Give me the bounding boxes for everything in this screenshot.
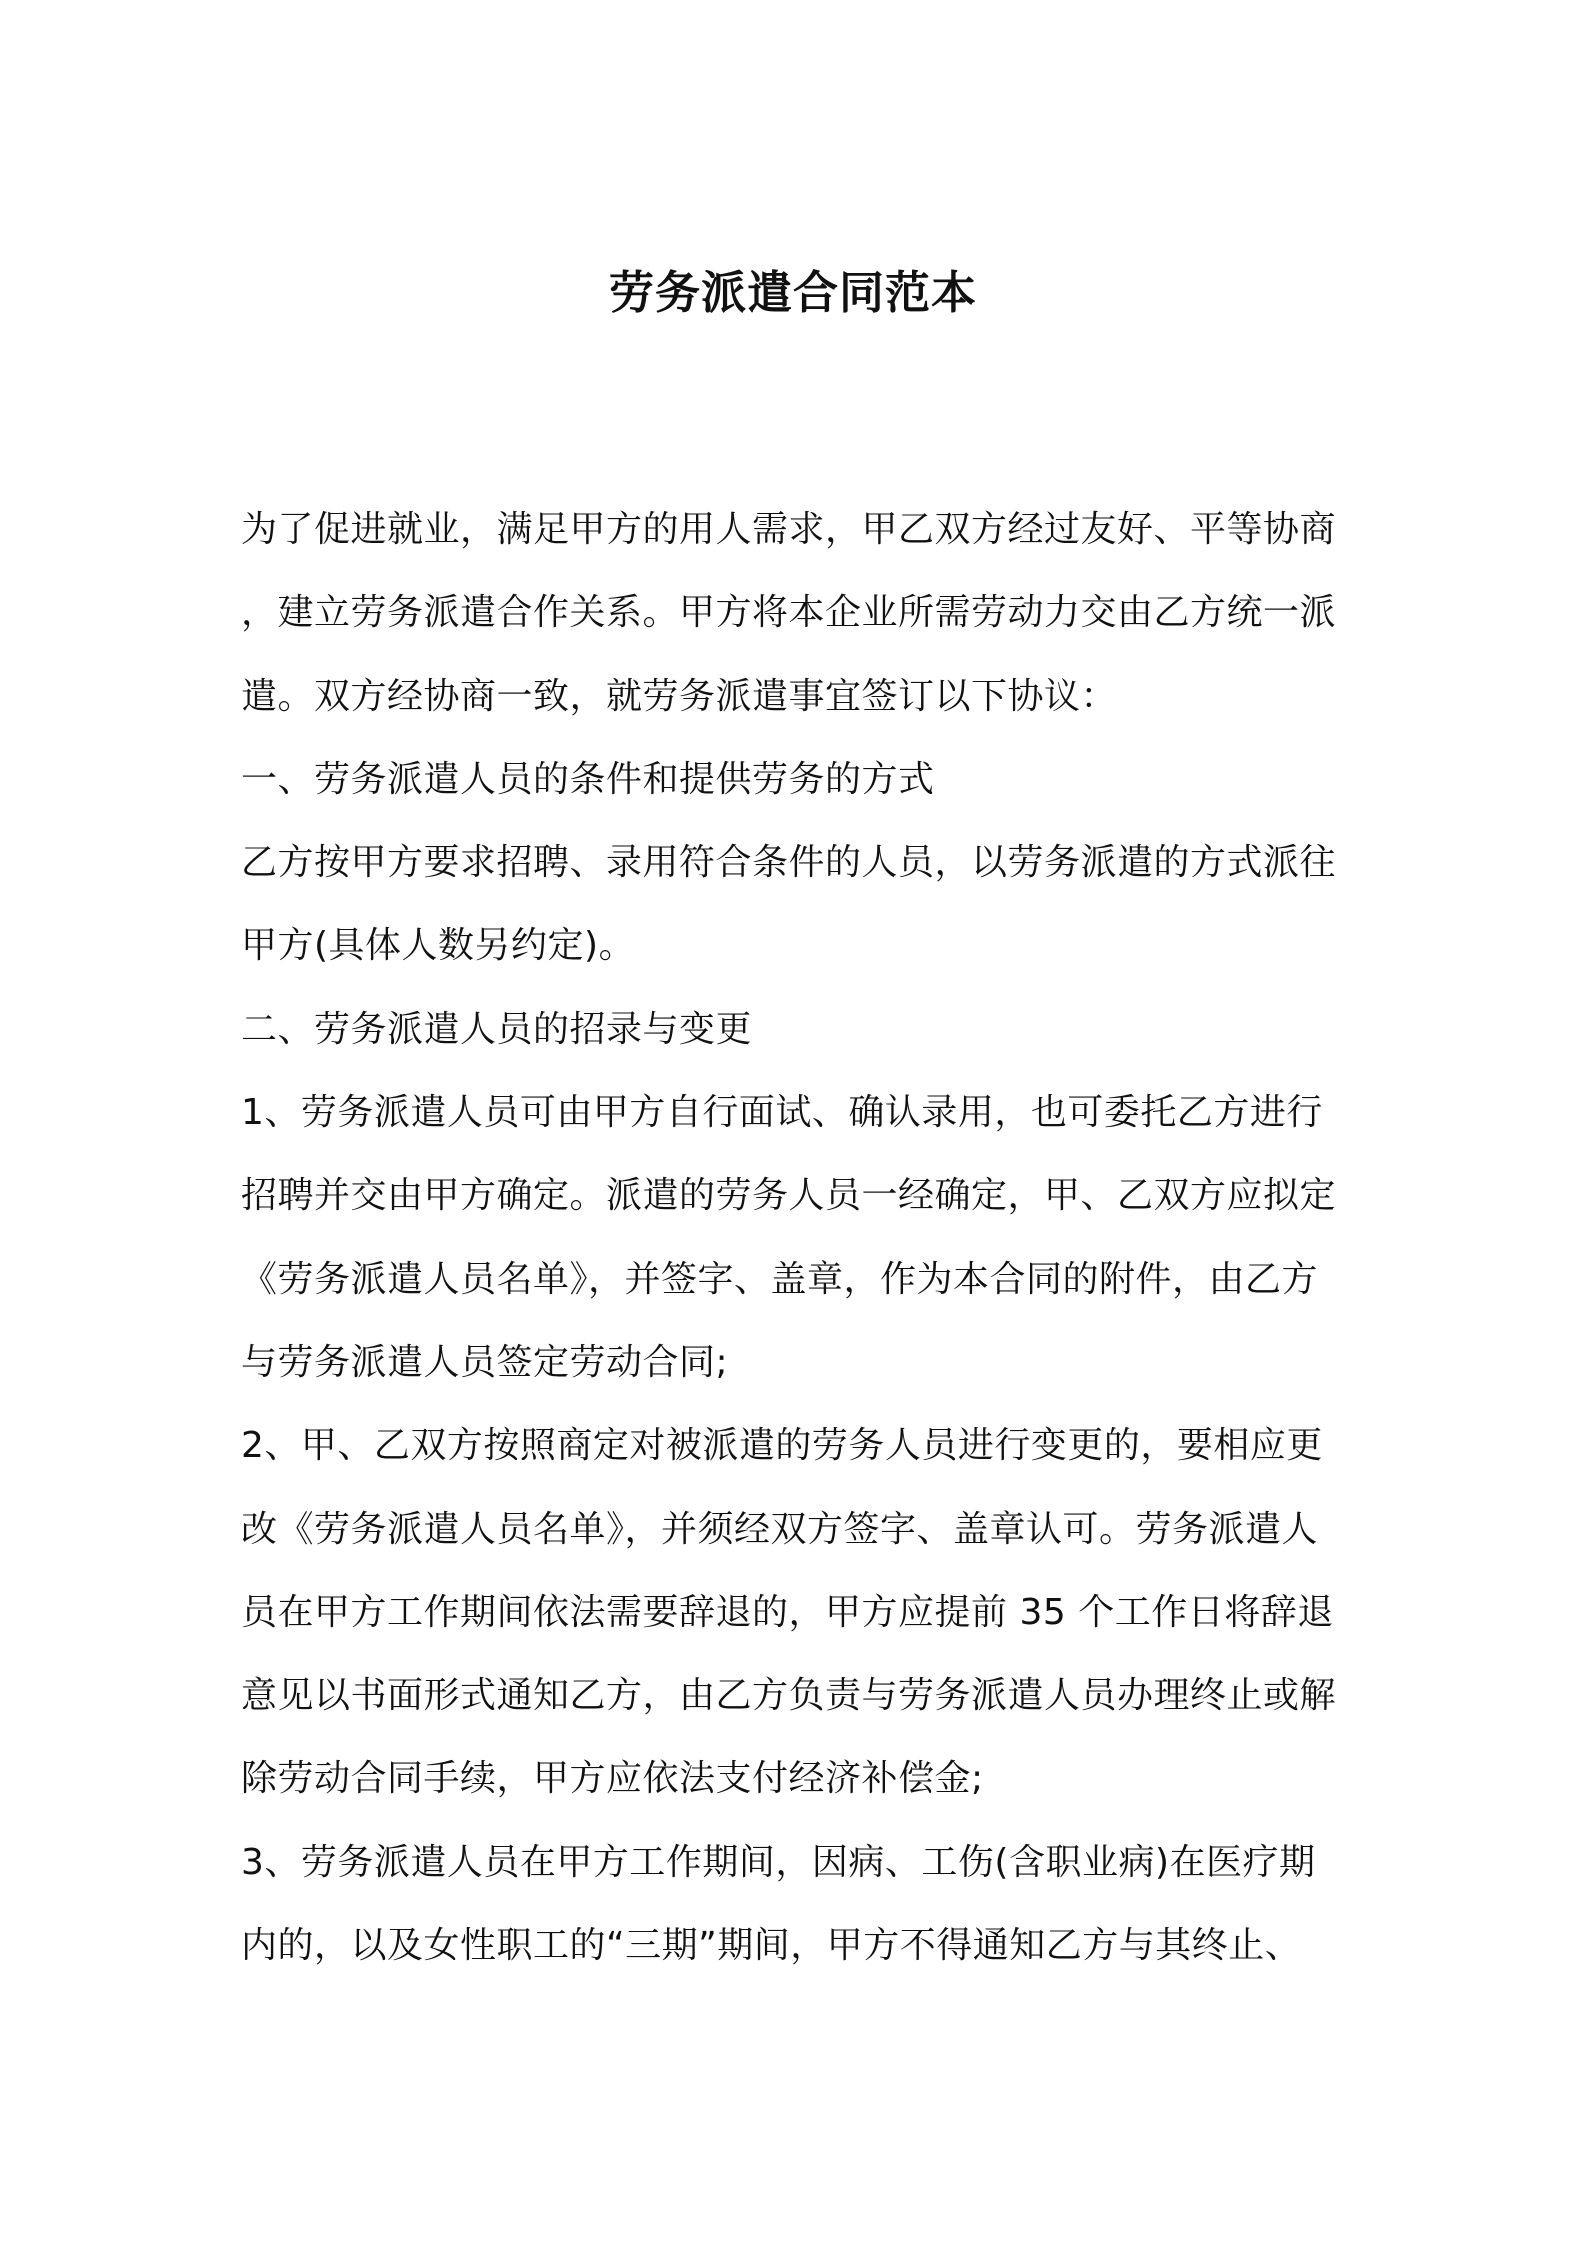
clause-line: 《劳务派遣人员名单》，并签字、盖章，作为本合同的附件，由乙方 <box>241 1258 1319 1300</box>
document-title: 劳务派遣合同范本 <box>608 266 977 319</box>
clause-line: 招聘并交由甲方确定。派遣的劳务人员一经确定，甲、乙双方应拟定 <box>241 1175 1337 1217</box>
clause-line: 1、劳务派遣人员可由甲方自行面试、确认录用，也可委托乙方进行 <box>241 1092 1323 1134</box>
paragraph-line: 乙方按甲方要求招聘、录用符合条件的人员，以劳务派遣的方式派往 <box>241 842 1337 884</box>
clause-line: 除劳动合同手续，甲方应依法支付经济补偿金; <box>241 1758 984 1800</box>
paragraph-line: 为了促进就业，满足甲方的用人需求，甲乙双方经过友好、平等协商 <box>241 509 1337 550</box>
clause-line: 意见以书面形式通知乙方，由乙方负责与劳务派遣人员办理终止或解 <box>241 1675 1337 1717</box>
paragraph-line: 甲方(具体人数另约定)。 <box>241 925 636 967</box>
clause-line: 2、甲、乙双方按照商定对被派遣的劳务人员进行变更的，要相应更 <box>241 1425 1323 1467</box>
paragraph-line: ，建立劳务派遣合作关系。甲方将本企业所需劳动力交由乙方统一派 <box>241 592 1337 634</box>
clause-line: 员在甲方工作期间依法需要辞退的，甲方应提前 35 个工作日将辞退 <box>241 1591 1334 1633</box>
clause-line: 改《劳务派遣人员名单》，并须经双方签字、盖章认可。劳务派遣人 <box>241 1508 1319 1550</box>
clause-line: 与劳务派遣人员签定劳动合同; <box>241 1341 729 1383</box>
document-body <box>241 488 1361 1987</box>
paragraph-line: 遣。双方经协商一致，就劳务派遣事宜签订以下协议： <box>241 675 1118 717</box>
section-heading: 二、劳务派遣人员的招录与变更 <box>241 1008 753 1050</box>
section-heading: 一、劳务派遣人员的条件和提供劳务的方式 <box>241 758 935 800</box>
clause-line: 3、劳务派遣人员在甲方工作期间，因病、工伤(含职业病)在医疗期 <box>241 1841 1316 1883</box>
clause-line: 内的，以及女性职工的“三期”期间，甲方不得通知乙方与其终止、 <box>241 1925 1302 1967</box>
